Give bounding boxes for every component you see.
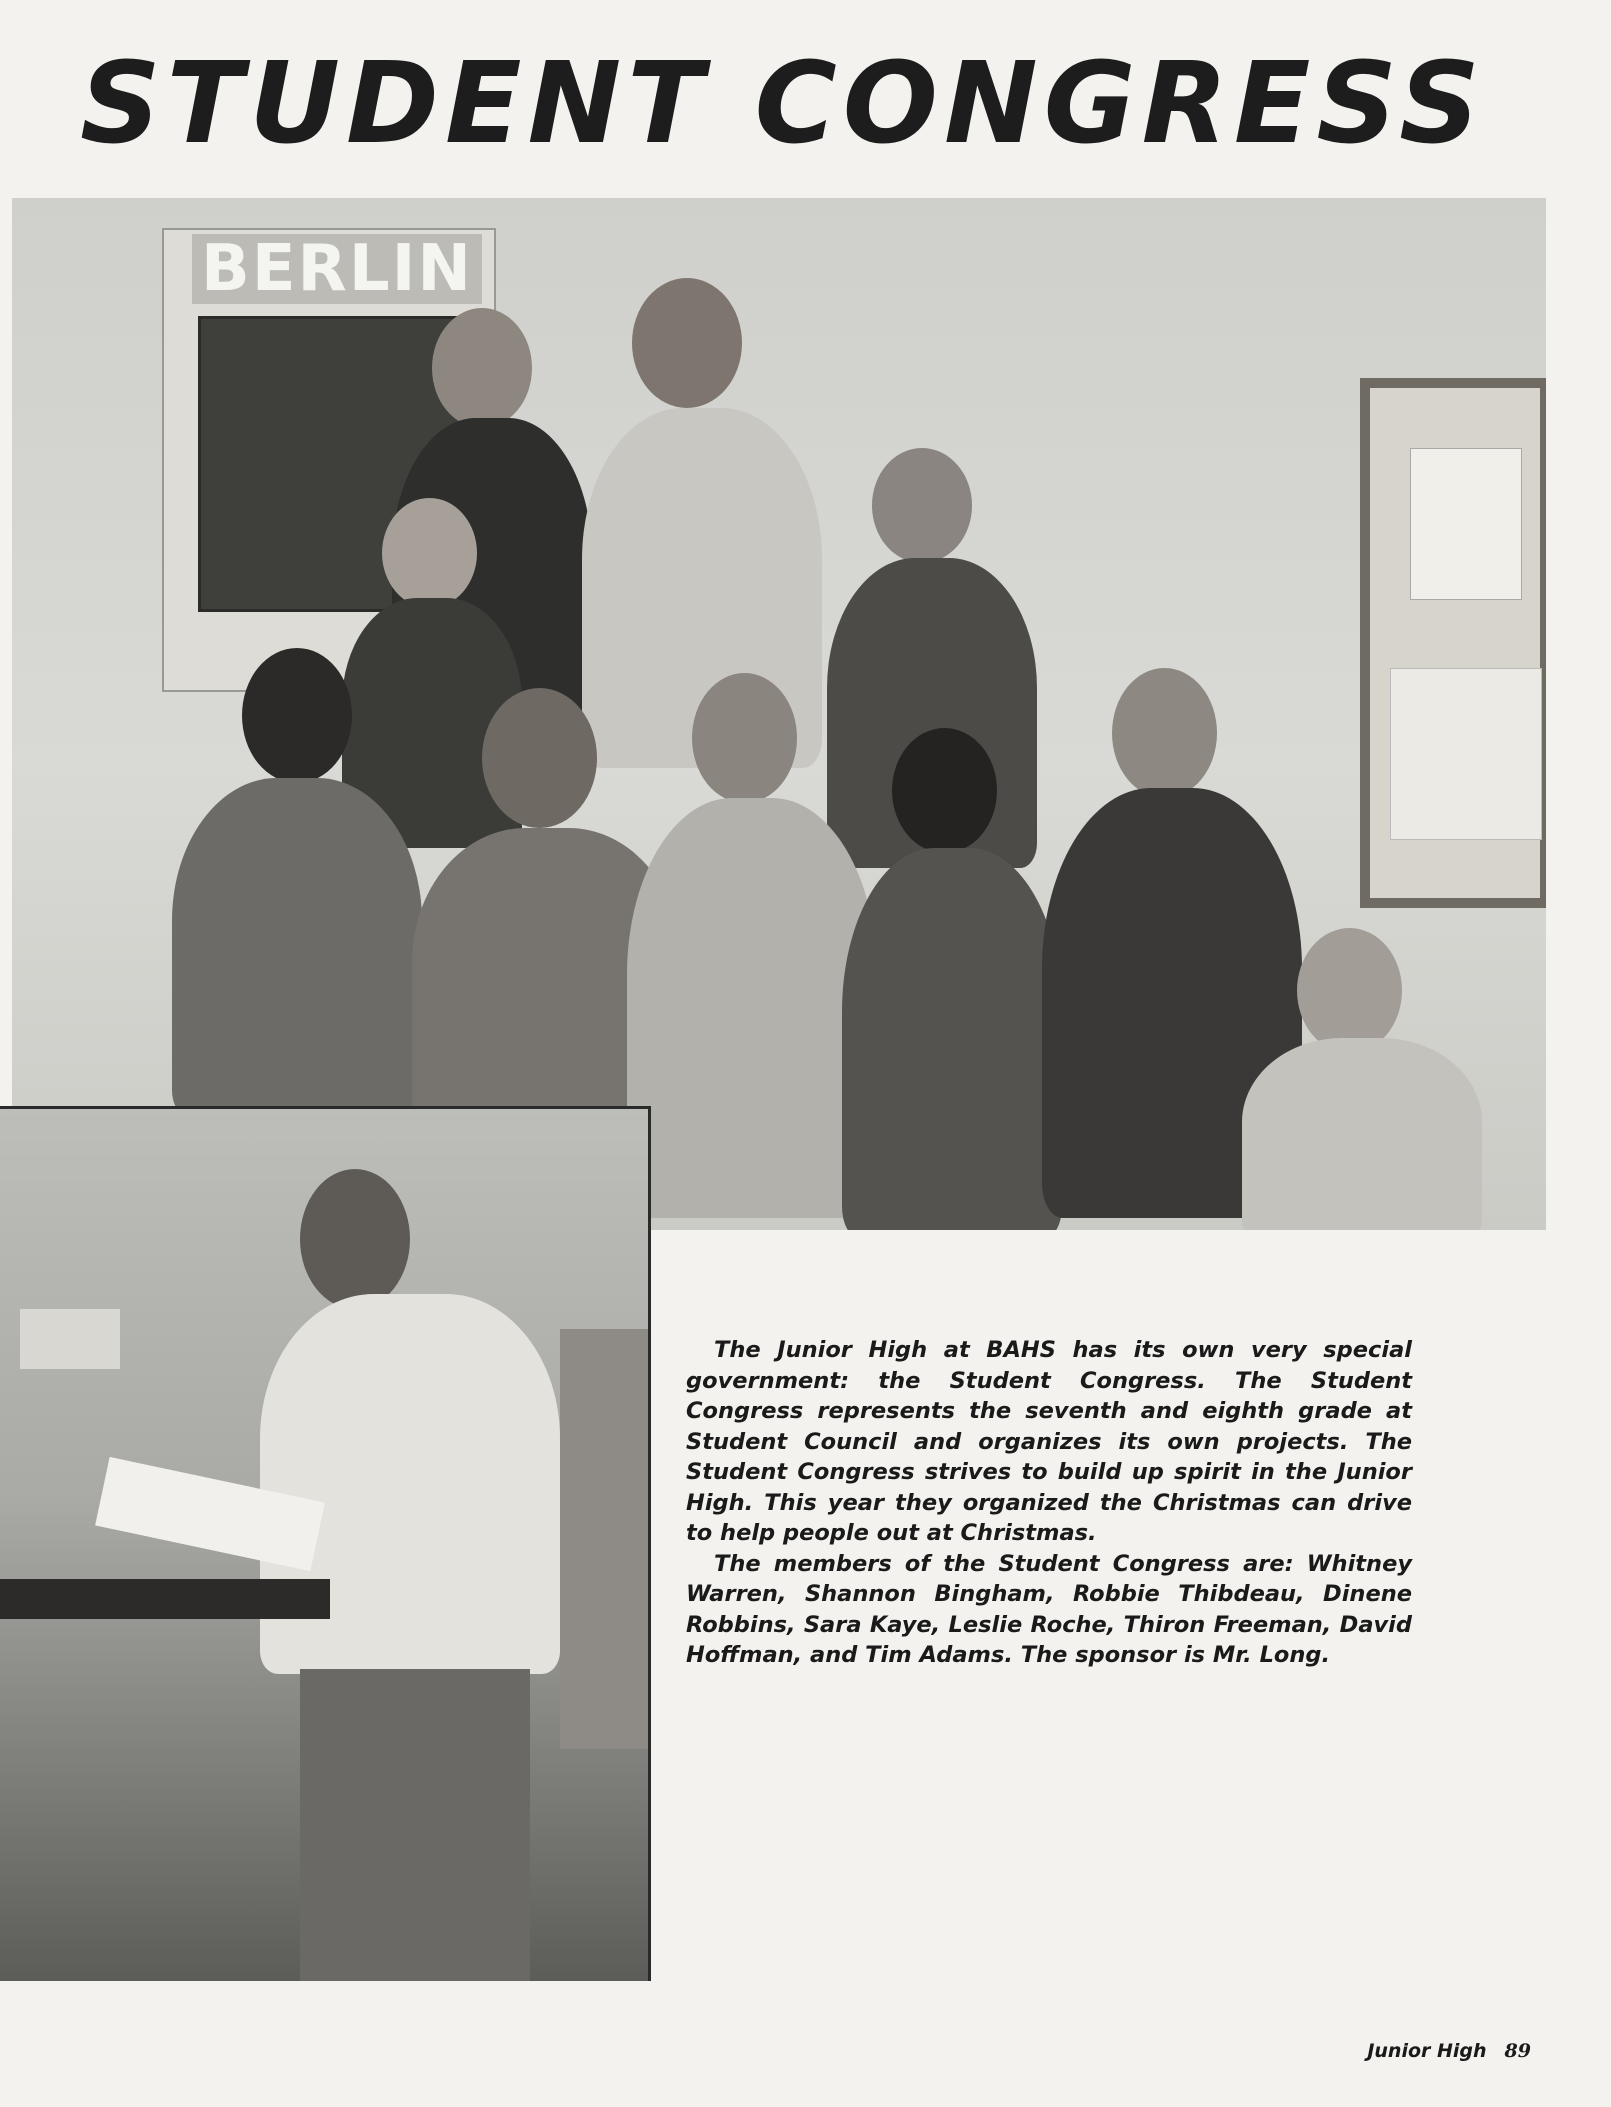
group-photo xyxy=(12,198,1546,1230)
sponsor-photo xyxy=(0,1106,651,1981)
page-footer xyxy=(1367,2040,1531,2062)
bulletin-board xyxy=(1360,378,1546,908)
page-title: STUDENT CONGRESS xyxy=(80,39,1486,169)
bulletin-note xyxy=(1410,448,1522,600)
body-paragraph: The members of the Student Congress are: Whitney Warren, Shannon Bingham, Robbie Thibdeau, Dinene Robbins, Sara Kaye, Leslie Roche, Thiron Freeman, David Hoffman, and Tim Adams. The sponsor is Mr. Long. xyxy=(686,1550,1412,1668)
article-text xyxy=(686,1335,1412,1671)
poster-word: BERLIN xyxy=(192,234,482,304)
bulletin-note xyxy=(1390,668,1542,840)
footer-section: Junior High xyxy=(1367,2040,1487,2062)
body-paragraph: The Junior High at BAHS has its own very special government: the Student Congress. The Student Congress represents the seventh and eighth grade at Student Council and organizes its own projects. The Student Congress strives to build up spirit in the Junior High. This year they organized the Christmas can drive to help people out at Christmas. xyxy=(686,1337,1412,1546)
page-number: 89 xyxy=(1504,2040,1531,2062)
